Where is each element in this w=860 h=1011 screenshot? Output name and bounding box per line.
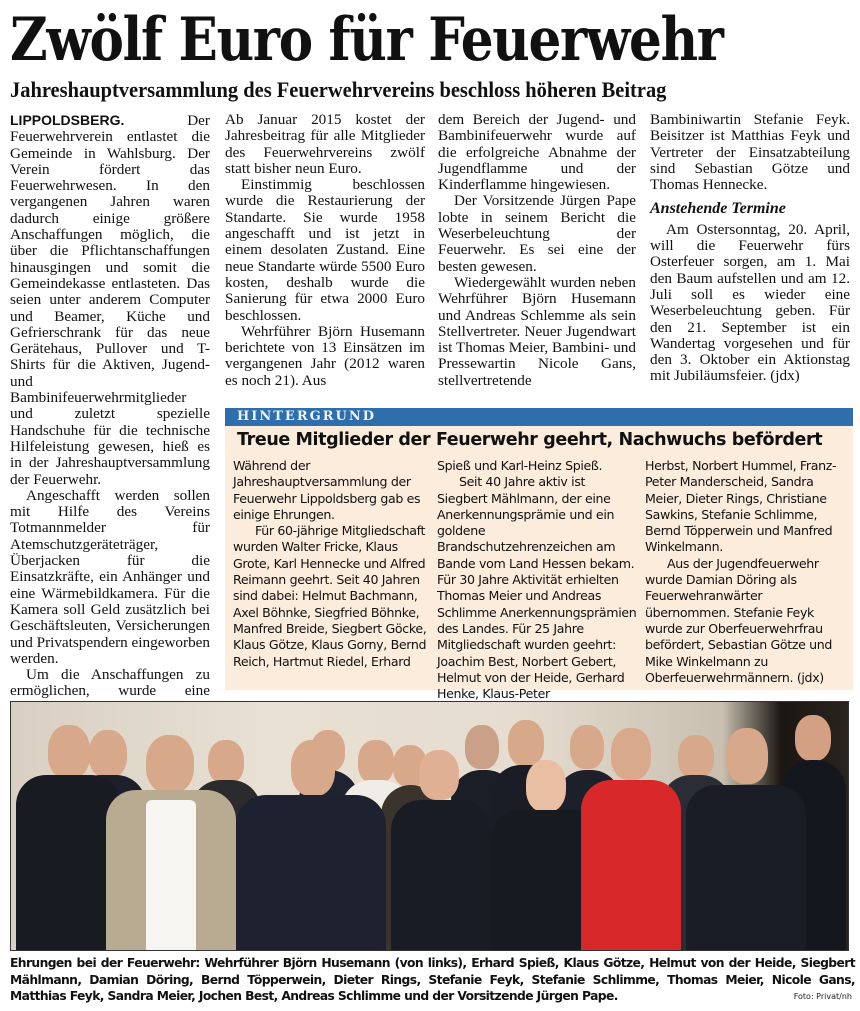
article-paragraph: Einstimmig beschlossen wurde die Restaurierung der Standarte. Sie wurde 1958 angeschafft und ist jetzt in einem desolaten Zustand. Eine neue Standarte würde 5500 Euro kosten, deshalb wurde die Sanierung für etwa 2000 Euro beschlossen. <box>225 176 425 324</box>
article-paragraph: Der Vorsitzende Jürgen Pape lobte in seinem Bericht die Weserbeleuchtung der Feuerwehr. Es sei eine der besten gewesen. <box>438 192 636 275</box>
article-paragraph: LIPPOLDSBERG. Der Feuerwehrverein entlastet die Gemeinde in Wahlsburg. Der Verein fördert das Feuerwehrwesen. In den vergangenen Jahren waren dadurch einige größere Anschaffungen möglich, die über die Pflichtanschaffungen hinausgingen und somit die Gemeindekasse entlasteten. Das seien unter anderem Computer und Beamer, Küche und Gefrierschrank für das neue Gerätehaus, Pullover und T-Shirts für die Aktiven, Jugend- und Bambinifeuerwehrmitglieder und zuletzt spezielle Handschuhe für die technische Hilfeleistung gewesen, hieß es in der Jahreshauptversammlung der Feuerwehr. <box>10 112 210 488</box>
background-box <box>225 408 853 702</box>
dateline: LIPPOLDSBERG. <box>10 112 125 128</box>
box-column-3 <box>645 458 845 686</box>
article-column-1 <box>10 112 210 716</box>
headline: Zwölf Euro für Feuerwehr <box>10 5 723 75</box>
article-paragraph: Am Ostersonntag, 20. April, will die Feuerwehr fürs Osterfeuer sorgen, am 1. Mai den Baum aufstellen und am 12. Juli soll es wieder eine Weserbeleuchtung geben. Für den 21. September ist ein Wandertag vorgesehen und für den 3. Oktober ein Aktionstag mit Jubiläumsfeier. (jdx) <box>650 220 850 385</box>
subheadline: Jahreshauptversammlung des Feuerwehrvereins beschloss höheren Beitrag <box>10 77 667 102</box>
box-paragraph: Herbst, Norbert Hummel, Franz-Peter Manderscheid, Sandra Meier, Dieter Rings, Christiane Sawkins, Stefanie Schlimme, Bernd Töpperwein und Manfred Winkelmann. <box>645 458 837 555</box>
group-photo <box>10 701 849 951</box>
photo-person <box>686 728 806 950</box>
box-paragraph: Während der Jahreshauptversammlung der Feuerwehr Lippoldsberg gab es einige Ehrungen. <box>233 458 421 522</box>
box-paragraph: Spieß und Karl-Heinz Spieß. <box>437 458 603 473</box>
article-paragraph: Bambiniwartin Stefanie Feyk. Beisitzer ist Matthias Feyk und Vertreter der Einsatzabteilung sind Sebastian Götze und Thomas Hennecke. <box>650 111 850 194</box>
photo-person <box>106 735 236 950</box>
section-subtitle: Anstehende Termine <box>650 200 786 218</box>
box-label: HINTERGRUND <box>225 408 853 426</box>
article-paragraph: Ab Januar 2015 kostet der Jahresbeitrag für alle Mitglieder des Feuerwehrvereins zwölf statt bisher neun Euro. <box>225 111 425 177</box>
box-paragraph: Seit 40 Jahre aktiv ist Siegbert Mählmann, der eine Anerkennungsprämie und ein goldene Brandschutzehrenzeichen am Bande vom Land Hessen bekam. Für 30 Jahre Aktivität erhielten Thomas Meier und Andreas Schlimme Anerkennungsprämien des Landes. Für 25 Jahre Mitgliedschaft wurden geehrt: Joachim Best, Norbert Gebert, Helmut von der Heide, Gerhard Henke, Klaus-Peter <box>437 474 637 702</box>
article-paragraph: dem Bereich der Jugend- und Bambinifeuerwehr wurde auf die erfolgreiche Abnahme der Jugendflamme und der Kinderflamme hingewiesen. <box>438 111 636 194</box>
photo-credit: Foto: Privat/nh <box>793 992 852 1001</box>
box-paragraph: Für 60-jährige Mitgliedschaft wurden Walter Fricke, Klaus Grote, Karl Hennecke und Alfred Reimann geehrt. Seit 40 Jahren sind dabei: Helmut Bachmann, Axel Böhnke, Siegfried Böhnke, Manfred Breide, Siegbert Göcke, Klaus Götze, Klaus Gorny, Bernd Reich, Hartmut Riedel, Erhard <box>233 523 427 669</box>
article-paragraph: Wehrführer Björn Husemann berichtete von 13 Einsätzen im vergangenen Jahr (2012 waren es noch 21). Aus <box>225 322 425 389</box>
article-paragraph: Wiedergewählt wurden neben Wehrführer Björn Husemann und Andreas Schlemme als sein Stellvertreter. Neuer Jugendwart ist Thomas Meier, Bambini- und Pressewartin Nicole Gans, stellvertretende <box>438 273 636 389</box>
photo-person <box>581 728 681 950</box>
photo-caption: Ehrungen bei der Feuerwehr: Wehrführer Björn Husemann (von links), Erhard Spieß, Klaus Götze, Helmut von der Heide, Siegbert Mählmann, Damian Döring, Bernd Töpperwein, Dieter Rings, Stefanie Feyk, Stefanie Schlimme, Thomas Meier, Nicole Gans, Matthias Feyk, Sandra Meier, Jochen Best, Andreas Schlimme und der Vorsitzende Jürgen Pape. <box>10 956 855 1003</box>
box-title: Treue Mitglieder der Feuerwehr geehrt, Nachwuchs befördert <box>237 430 823 450</box>
article-column-2 <box>225 112 425 389</box>
article-paragraph: Angeschafft werden sollen mit Hilfe des Vereins Totmannmelder für Atemschutzgeräteträger, Überjacken für die Einsatzkräfte, ein Anhänger und eine Wärmebildkamera. Für die Kamera soll Geld zusätzlich bei Geschäftsleuten, Versicherungen und Privatspendern eingeworben werden. <box>10 486 210 667</box>
article-paragraph: Um die Anschaffungen zu ermöglichen, wurde eine <box>10 666 210 700</box>
box-column-2 <box>437 458 637 702</box>
box-paragraph: Aus der Jugendfeuerwehr wurde Damian Döring als Feuerwehranwärter übernommen. Stefanie Feyk wurde zur Oberfeuerwehrfrau befördert, Sebastian Götze und Mike Winkelmann zu Oberfeuerwehrmännern. (jdx) <box>645 555 833 685</box>
article-column-4 <box>650 112 850 385</box>
box-column-1 <box>233 458 431 670</box>
article-column-3 <box>438 112 636 389</box>
photo-person <box>236 740 386 950</box>
photo-person <box>391 750 491 950</box>
